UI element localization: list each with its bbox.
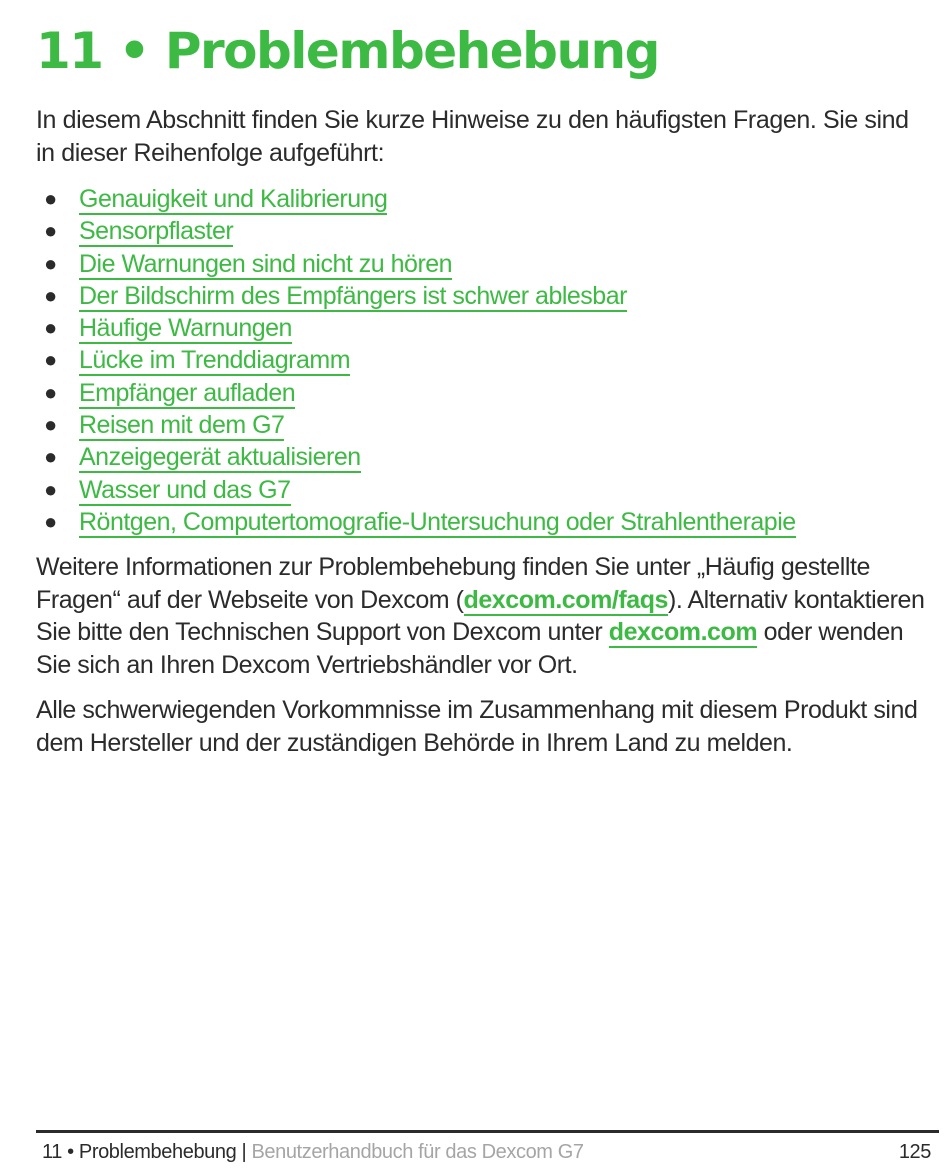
toc-link-haeufige-warnungen[interactable]: Häufige Warnungen (79, 314, 292, 343)
bullet-icon: ● (44, 412, 58, 438)
toc-link-wasser[interactable]: Wasser und das G7 (79, 475, 291, 504)
footer-document-title: Benutzerhandbuch für das Dexcom G7 (251, 1141, 584, 1163)
toc-item (36, 345, 796, 377)
toc-item (36, 249, 796, 281)
toc-item (36, 442, 796, 474)
intro-text: In diesem Abschnitt finden Sie kurze Hinweise zu den häufigsten Fragen. Sie sind in dieser Reihenfolge aufgeführt: (36, 106, 909, 167)
bullet-icon: ● (44, 250, 58, 276)
dexcom-link[interactable]: dexcom.com (608, 618, 758, 646)
toc-link-warnungen-nicht-hoeren[interactable]: Die Warnungen sind nicht zu hören (79, 249, 453, 278)
toc-item (36, 216, 796, 248)
page-number: 125 (898, 1141, 931, 1163)
bullet-icon: ● (44, 186, 58, 211)
footer-divider (36, 1130, 939, 1133)
toc-list (36, 184, 796, 539)
bullet-icon: ● (44, 315, 58, 341)
toc-item (36, 281, 796, 313)
bullet-icon: ● (44, 444, 58, 470)
support-text-3: oder wenden Sie sich an Ihren Dexcom Vertriebshändler vor Ort. (36, 618, 904, 679)
bullet-icon: ● (44, 476, 58, 502)
toc-link-empfaenger-aufladen[interactable]: Empfänger aufladen (79, 378, 296, 407)
toc-link-reisen[interactable]: Reisen mit dem G7 (79, 411, 285, 440)
bullet-icon: ● (44, 379, 58, 405)
toc-link-luecke-trenddiagramm[interactable]: Lücke im Trenddiagramm (79, 346, 351, 375)
footer-separator: | (236, 1141, 252, 1163)
toc-link-anzeigegeraet[interactable]: Anzeigegerät aktualisieren (79, 443, 361, 472)
bullet-icon: ● (44, 218, 58, 244)
toc-item (36, 507, 796, 539)
faqs-link[interactable]: dexcom.com/faqs (463, 585, 668, 614)
toc-link-roentgen[interactable]: Röntgen, Computertomografie-Untersuchung oder Strahlentherapie (79, 507, 796, 536)
toc-item (36, 410, 796, 442)
toc-link-sensorpflaster[interactable]: Sensorpflaster (79, 217, 234, 246)
bullet-icon: ● (44, 508, 58, 534)
footer-section: 11 • Problembehebung (42, 1141, 237, 1163)
toc-item (36, 378, 796, 410)
toc-item (36, 313, 796, 345)
page-footer (42, 1140, 935, 1164)
support-paragraph (36, 551, 936, 681)
support-text-1: Weitere Informationen zur Problembehebung finden Sie unter „Häufig gestellte Fragen“ auf der Webseite von Dexcom ( (36, 553, 870, 614)
bullet-icon: ● (44, 282, 58, 308)
reporting-paragraph: Alle schwerwiegenden Vorkommnisse im Zusammenhang mit diesem Produkt sind dem Hersteller und der zuständigen Behörde in Ihrem Land zu melden. (36, 696, 918, 757)
toc-item (36, 475, 796, 507)
toc-link-genauigkeit[interactable]: Genauigkeit und Kalibrierung (79, 185, 388, 213)
support-text-2: ). Alternativ kontaktieren Sie bitte den Technischen Support von Dexcom unter (36, 585, 925, 646)
toc-link-bildschirm[interactable]: Der Bildschirm des Empfängers ist schwer ablesbar (79, 281, 627, 310)
toc-item (36, 184, 796, 216)
page-title: 11 • Problembehebung (36, 22, 659, 80)
bullet-icon: ● (44, 347, 58, 373)
